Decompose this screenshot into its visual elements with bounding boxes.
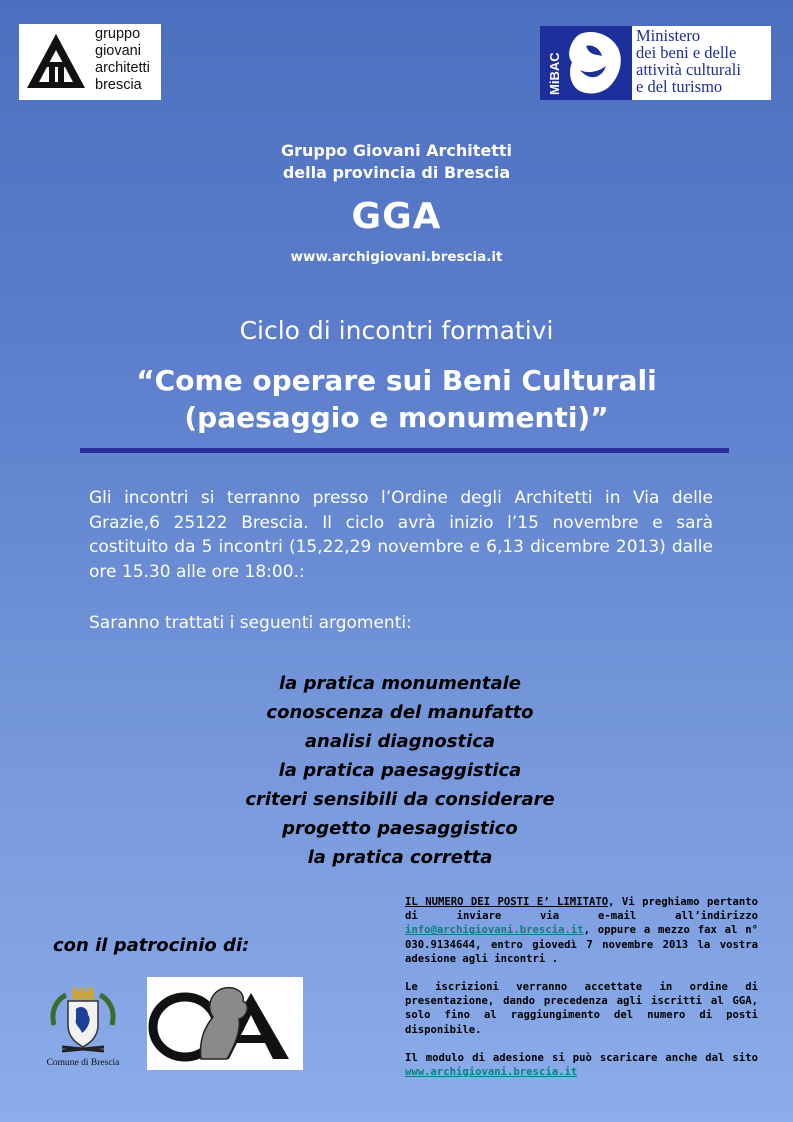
gga-logo-line: gruppo bbox=[95, 26, 141, 42]
notice-text: , oppure a mezzo fax al n° 030.9134644, entro giovedì 7 novembre 2013 la vostra adesione agli incontri . bbox=[405, 924, 758, 965]
intro-paragraph: Gli incontri si terranno presso l’Ordine degli Architetti in Via delle Grazie,6 25122 Brescia. Il ciclo avrà inizio l’15 novembre e sarà costituito da 5 incontri (15,22,29 novembre e 6,13 dicembre 2013) dalle ore 15.30 alle ore 18:00.: bbox=[89, 488, 713, 582]
oa-monogram-icon bbox=[147, 977, 303, 1070]
mibac-logo-line: dei beni e delle bbox=[636, 43, 737, 62]
comune-brescia-logo bbox=[40, 985, 126, 1071]
mibac-logo bbox=[540, 26, 771, 100]
comune-caption: Comune di Brescia bbox=[46, 1058, 120, 1068]
mibac-logo-line: attività culturali bbox=[636, 60, 741, 79]
notice-text: Il modulo di adesione si può scaricare anche dal sito bbox=[405, 1051, 758, 1064]
registration-notice bbox=[405, 895, 758, 1093]
topic-item: la pratica monumentale bbox=[278, 673, 521, 694]
event-title-line2: (paesaggio e monumenti)” bbox=[184, 401, 609, 434]
topics-intro: Saranno trattati i seguenti argomenti: bbox=[89, 613, 412, 633]
gga-logo-line: giovani bbox=[95, 43, 141, 59]
gga-logo-line: brescia bbox=[95, 77, 142, 93]
event-title bbox=[20, 362, 773, 436]
divider bbox=[80, 448, 729, 453]
website-link[interactable]: www.archigiovani.brescia.it bbox=[290, 249, 503, 265]
event-title-line1: “Come operare sui Beni Culturali bbox=[136, 364, 657, 397]
group-name-line1: Gruppo Giovani Architetti bbox=[280, 141, 513, 160]
statue-icon bbox=[540, 26, 632, 100]
topic-item: progetto paesaggistico bbox=[282, 818, 518, 839]
email-link[interactable]: info@archigiovani.brescia.it bbox=[405, 924, 584, 937]
topic-item: la pratica paesaggistica bbox=[278, 760, 522, 781]
patronage-label: con il patrocinio di: bbox=[53, 935, 250, 956]
limited-seats-text: IL NUMERO DEI POSTI E’ LIMITATO bbox=[405, 896, 609, 908]
topic-item: conoscenza del manufatto bbox=[266, 702, 534, 723]
topic-item: analisi diagnostica bbox=[304, 731, 496, 752]
mibac-logo-line: e del turismo bbox=[636, 77, 723, 96]
mibac-logo-line: Ministero bbox=[636, 26, 701, 45]
coat-of-arms-icon bbox=[40, 985, 126, 1057]
gga-logo bbox=[19, 24, 161, 100]
gga-logo-line: architetti bbox=[95, 60, 150, 76]
topic-item: la pratica corretta bbox=[307, 847, 493, 868]
series-title: Ciclo di incontri formativi bbox=[239, 316, 554, 345]
notice-paragraph-2: Le iscrizioni verranno accettate in ordine di presentazione, dando precedenza agli iscritti al GGA, solo fino al raggiungimento del numero di posti disponibile. bbox=[405, 981, 758, 1036]
group-name-line2: della provincia di Brescia bbox=[282, 163, 511, 182]
site-link[interactable]: www.archigiovani.brescia.it bbox=[405, 1066, 578, 1079]
mibac-badge: MiBAC bbox=[547, 52, 562, 95]
acronym-title: GGA bbox=[351, 196, 442, 237]
notice-text: , Vi preghiamo pertanto di inviare via e-mail all’indirizzo bbox=[405, 896, 759, 923]
notice-paragraph-3 bbox=[405, 1051, 758, 1079]
oa-logo bbox=[147, 977, 303, 1070]
mibac-emblem bbox=[540, 26, 632, 100]
topic-item: criteri sensibili da considerare bbox=[245, 789, 555, 810]
notice-paragraph-1 bbox=[405, 895, 758, 966]
topics-list bbox=[0, 669, 793, 872]
gga-triangle-icon bbox=[25, 32, 87, 90]
group-name bbox=[0, 140, 793, 184]
